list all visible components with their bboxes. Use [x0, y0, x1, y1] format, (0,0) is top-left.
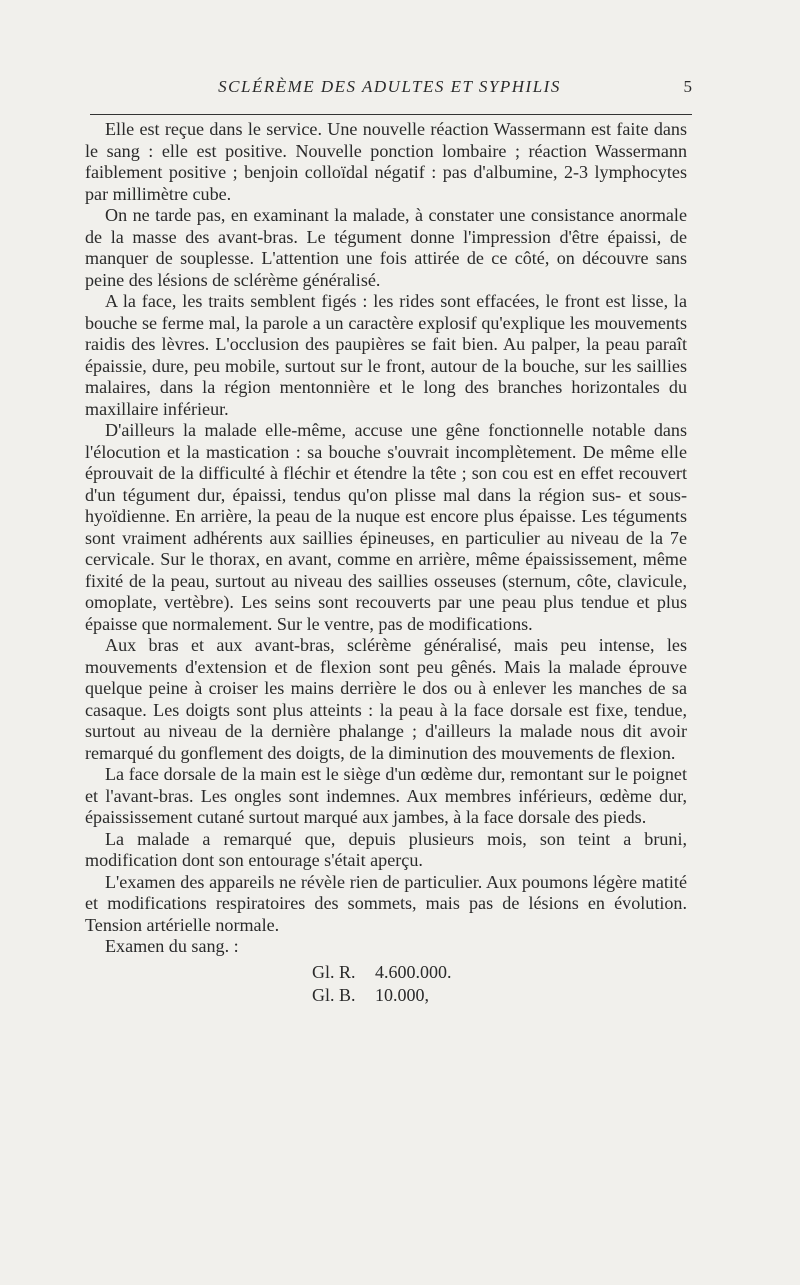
- blood-row: [312, 961, 687, 984]
- body-text: [85, 119, 687, 1007]
- paragraph: Elle est reçue dans le service. Une nouvelle réaction Wassermann est faite dans le sang : elle est positive. Nouvelle ponction lombaire ; réaction Wassermann faiblement positive ; benjoin colloïdal négatif : pas d'albumine, 2-3 lymphocytes par millimètre cube.: [85, 119, 687, 204]
- paragraph: Examen du sang. :: [105, 936, 239, 956]
- paragraph: L'examen des appareils ne révèle rien de particulier. Aux poumons légère matité et modifications respiratoires des sommets, mais pas de lésions en évolution. Tension artérielle normale.: [85, 871, 687, 935]
- blood-row: [312, 984, 687, 1007]
- blood-label: Gl. R.: [312, 961, 356, 982]
- paragraph: La face dorsale de la main est le siège d'un œdème dur, remontant sur le poignet et l'avant-bras. Les ongles sont indemnes. Aux membres inférieurs, œdème dur, épaississement cutané surtout marqué aux jambes, à la face dorsale des pieds.: [85, 764, 687, 827]
- running-title: SCLÉRÈME DES ADULTES ET SYPHILIS: [218, 77, 561, 96]
- page-number: 5: [683, 77, 692, 96]
- paragraph: La malade a remarqué que, depuis plusieurs mois, son teint a bruni, modification dont son entourage s'était aperçu.: [85, 828, 687, 870]
- blood-exam-results: [312, 961, 687, 1007]
- paragraph: Aux bras et aux avant-bras, sclérème généralisé, mais peu intense, les mouvements d'extension et de flexion sont peu gênés. Mais la malade éprouve quelque peine à croiser les mains derrière le dos ou à enlever les manches de sa casaque. Les doigts sont plus atteints : la peau à la face dorsale est fixe, tendue, surtout au niveau de la dernière phalange ; d'ailleurs la malade nous dit avoir remarqué du gonflement des doigts, de la diminution des mouvements de flexion.: [85, 635, 687, 763]
- paragraph: On ne tarde pas, en examinant la malade, à constater une consistance anormale de la masse des avant-bras. Le tégument donne l'impression d'être épaissi, de manquer de souplesse. L'attention une fois attirée de ce côté, on découvre sans peine des lésions de sclérème généralisé.: [85, 205, 687, 290]
- blood-value: 10.000,: [375, 984, 429, 1005]
- blood-label: Gl. B.: [312, 984, 356, 1005]
- header-rule: [90, 114, 692, 115]
- blood-value: 4.600.000.: [375, 961, 452, 982]
- paragraph: D'ailleurs la malade elle-même, accuse une gêne fonctionnelle notable dans l'élocution et la mastication : sa bouche s'ouvrait incomplètement. De même elle éprouvait de la difficulté à fléchir et étendre la tête ; son cou est en effet recouvert d'un tégument dur, épaissi, tendus qu'on plisse mal dans la région sus- et sous-hyoïdienne. En arrière, la peau de la nuque est encore plus épaisse. Les téguments sont vraiment adhérents aux saillies épineuses, en particulier au niveau de la 7e cervicale. Sur le thorax, en avant, comme en arrière, même épaississement, même fixité de la peau, surtout au niveau des saillies osseuses (sternum, côte, clavicule, omoplate, vertèbre). Les seins sont recouverts par une peau plus tendue et plus épaisse que normalement. Sur le ventre, pas de modifications.: [85, 420, 687, 634]
- page-header: [87, 75, 692, 101]
- paragraph: A la face, les traits semblent figés : les rides sont effacées, le front est lisse, la bouche se ferme mal, la parole a un caractère explosif qu'explique les mouvements raidis des lèvres. L'occlusion des paupières se fait bien. Au palper, la peau paraît épaissie, dure, peu mobile, surtout sur le front, autour de la bouche, sur les saillies malaires, dans la région mentonnière et le long des branches horizontales du maxillaire inférieur.: [85, 291, 687, 419]
